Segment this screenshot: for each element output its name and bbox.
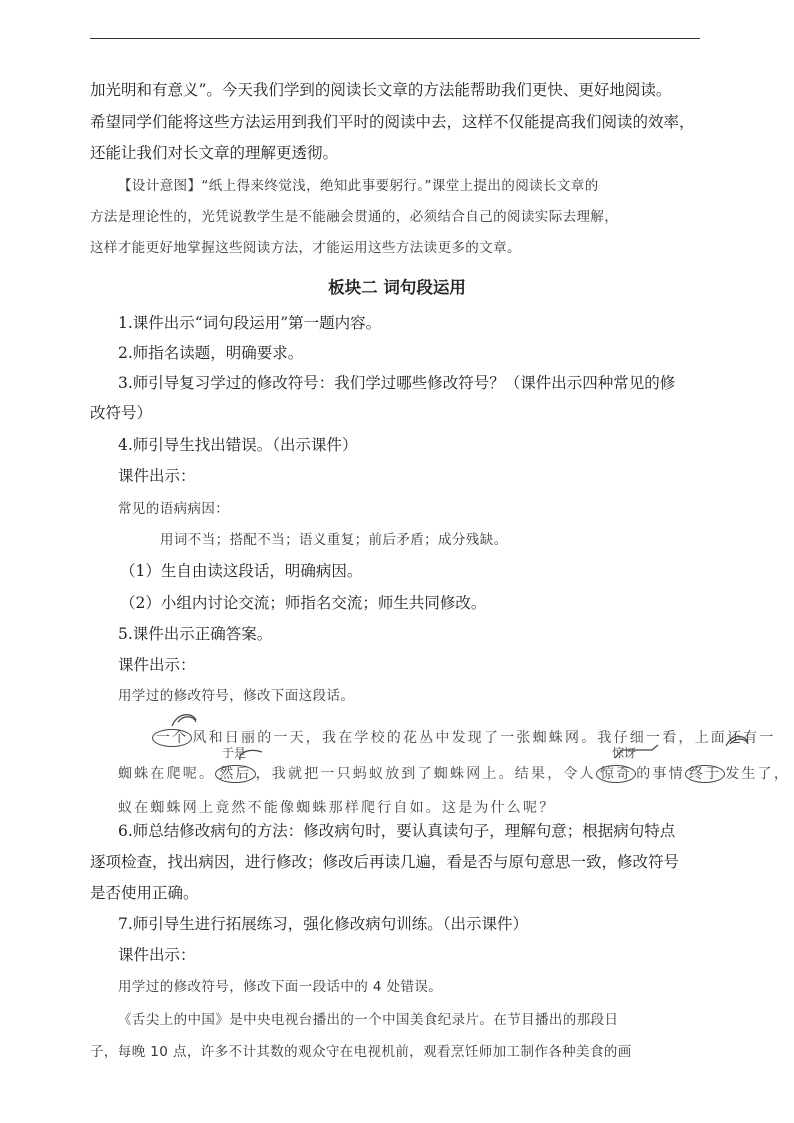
paragraph-line: 希望同学们能将这些方法运用到我们平时的阅读中去，这样不仅能提高我们阅读的效率， (90, 113, 695, 131)
circled-word: 然后 (215, 765, 255, 783)
errors-title: 常见的语病病因： (118, 501, 230, 517)
step-6-cont: 是否使用正确。 (90, 884, 199, 902)
sub-step-2: （2）小组内讨论交流；师指名交流；师生共同修改。 (120, 594, 487, 612)
step-3: 3.师引导复习学过的修改符号：我们学过哪些修改符号？（课件出示四种常见的修 (118, 374, 676, 392)
paragraph-line: 还能让我们对长文章的理解更透彻。 (90, 144, 339, 162)
edited-line-1: 一个 风和日丽的一天，我在学校的花丛中发现了一张蜘蛛网。我仔细一看，上面还有一 (152, 727, 776, 747)
paragraph-line: 加光明和有意义”。今天我们学到的阅读长文章的方法能帮助我们更快、更好地阅读。 (90, 81, 672, 99)
replace-mark-icon (240, 750, 262, 760)
courseware-label: 课件出示： (118, 946, 196, 964)
edited-line-3: 蚁在蜘蛛网上竟然不能像蜘蛛那样爬行自如。这是为什么呢？ (118, 800, 556, 816)
circled-word: 一个 (152, 729, 192, 747)
edited-line-2: 蜘蛛在爬呢。 然后 ，我就把一只蚂蚁放到了蜘蛛网上。结果，令人 惊奇 的事情 终于 发生了， (118, 766, 791, 782)
delete-mark-icon (172, 715, 196, 726)
circled-word: 惊奇 (596, 765, 636, 783)
step-1: 1.课件出示“词句段运用”第一题内容。 (118, 314, 382, 332)
exercise-line: 子，每晚 10 点，许多不计其数的观众守在电视机前，观看烹饪师加工制作各种美食的画 (90, 1044, 632, 1060)
sub-step-1: （1）生自由读这段话，明确病因。 (120, 562, 363, 580)
task-instruction: 用学过的修改符号，修改下面这段话。 (118, 688, 355, 704)
replace-mark-icon (615, 745, 658, 758)
design-intent-line: 方法是理论性的，光凭说教学生是不能融会贯通的，必须结合自己的阅读实际去理解， (90, 209, 619, 225)
insertion-text: 惊讶 (612, 746, 637, 760)
design-intent-line: 【设计意图】“纸上得来终觉浅，绝知此事要躬行。”课堂上提出的阅读长文章的 (118, 178, 599, 194)
delete-mark-icon (730, 739, 748, 744)
step-4: 4.师引导生找出错误。（出示课件） (118, 436, 358, 454)
courseware-label: 课件出示： (118, 656, 196, 674)
circled-word: 终于 (685, 765, 725, 783)
step-3-cont: 改符号） (90, 404, 153, 422)
step-7: 7.师引导生进行拓展练习，强化修改病句训练。（出示课件） (118, 915, 529, 933)
delete-mark-icon (726, 736, 748, 746)
courseware-label: 课件出示： (118, 467, 196, 485)
delete-mark-icon (178, 717, 196, 722)
step-6-cont: 逐项检查，找出病因，进行修改；修改后再读几遍，看是否与原句意思一致，修改符号 (90, 853, 680, 871)
design-intent-line: 这样才能更好地掌握这些阅读方法，才能运用这些方法读更多的文章。 (90, 240, 521, 256)
section-title: 板块二 词句段运用 (328, 278, 466, 297)
task-instruction: 用学过的修改符号，修改下面一段话中的 4 处错误。 (118, 979, 443, 995)
step-6: 6.师总结修改病句的方法：修改病句时，要认真读句子，理解句意；根据病句特点 (118, 822, 676, 840)
errors-list: 用词不当；搭配不当；语义重复；前后矛盾；成分残缺。 (160, 532, 508, 548)
step-5: 5.课件出示正确答案。 (118, 625, 273, 643)
insertion-text: 于是 (222, 746, 247, 760)
step-2: 2.师指名读题，明确要求。 (118, 344, 304, 362)
exercise-line: 《舌尖上的中国》是中央电视台播出的一个中国美食纪录片。在节目播出的那段日 (118, 1012, 619, 1028)
